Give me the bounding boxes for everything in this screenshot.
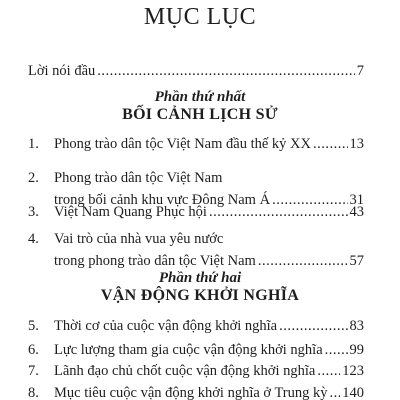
- entry-label: Vai trò của nhà vua yêu nước: [54, 231, 224, 247]
- dot-leader: [325, 339, 348, 361]
- entry-number: 1.: [28, 136, 39, 152]
- entry-number: 2.: [28, 170, 39, 186]
- entry-page-number: 43: [349, 204, 364, 220]
- entry-label: Phong trào dân tộc Việt Nam: [54, 170, 223, 186]
- part-2-heading: VẬN ĐỘNG KHỞI NGHĨA: [100, 287, 300, 304]
- dot-leader: [313, 133, 348, 155]
- part-1-heading: BỐI CẢNH LỊCH SỬ: [122, 106, 278, 123]
- entry-number: 4.: [28, 231, 39, 247]
- entry-page-number: 31: [349, 192, 364, 208]
- entry-page-number: 83: [349, 318, 364, 334]
- entry-page-number: 57: [349, 253, 364, 269]
- entry-label-continued: trong bối cảnh khu vực Đông Nam Á: [54, 192, 271, 208]
- entry-number: 5.: [28, 318, 39, 334]
- entry-page-number: 99: [349, 342, 364, 358]
- entry-label: Thời cơ của cuộc vận động khởi nghĩa: [54, 318, 278, 334]
- toc-entry-7: [28, 360, 364, 382]
- toc-entry-1: [28, 133, 364, 155]
- dot-leader: [317, 360, 340, 382]
- toc-entry-3: [28, 201, 364, 223]
- toc-entry-6: [28, 339, 364, 361]
- dot-leader: [97, 60, 354, 82]
- part-1-subtitle: Phần thứ nhất: [154, 89, 246, 105]
- entry-page-number: 123: [342, 363, 364, 379]
- entry-number: 7.: [28, 363, 39, 379]
- entry-page-number: 13: [349, 136, 364, 152]
- toc-entry-5: [28, 315, 364, 337]
- entry-page-number: 140: [342, 385, 364, 400]
- entry-label-continued: trong phong trào dân tộc Việt Nam: [54, 253, 256, 269]
- entry-label: Mục tiêu cuộc vận động khởi nghĩa ở Trung kỳ: [54, 385, 328, 400]
- entry-label: Việt Nam Quang Phục hội: [54, 204, 207, 220]
- entry-label: Lãnh đạo chủ chốt cuộc vận động khởi nghĩa: [54, 363, 316, 379]
- entry-page-number: 7: [356, 63, 364, 79]
- dot-leader: [209, 201, 348, 223]
- dot-leader: [330, 382, 341, 400]
- page-title: MỤC LỤC: [143, 4, 257, 30]
- entry-label: Lời nói đầu: [28, 63, 96, 79]
- entry-label: Phong trào dân tộc Việt Nam đầu thế kỷ XX: [54, 136, 311, 152]
- dot-leader: [279, 315, 347, 337]
- entry-number: 3.: [28, 204, 39, 220]
- toc-entry-8: [28, 382, 364, 400]
- part-2-subtitle: Phần thứ hai: [158, 270, 242, 286]
- toc-entry-preface: [28, 60, 364, 82]
- entry-number: 6.: [28, 342, 39, 358]
- toc-entry-4: [28, 228, 364, 272]
- entry-number: 8.: [28, 385, 39, 400]
- entry-label: Lực lượng tham gia cuộc vận động khởi nghĩa: [54, 342, 323, 358]
- dot-leader: [258, 250, 348, 272]
